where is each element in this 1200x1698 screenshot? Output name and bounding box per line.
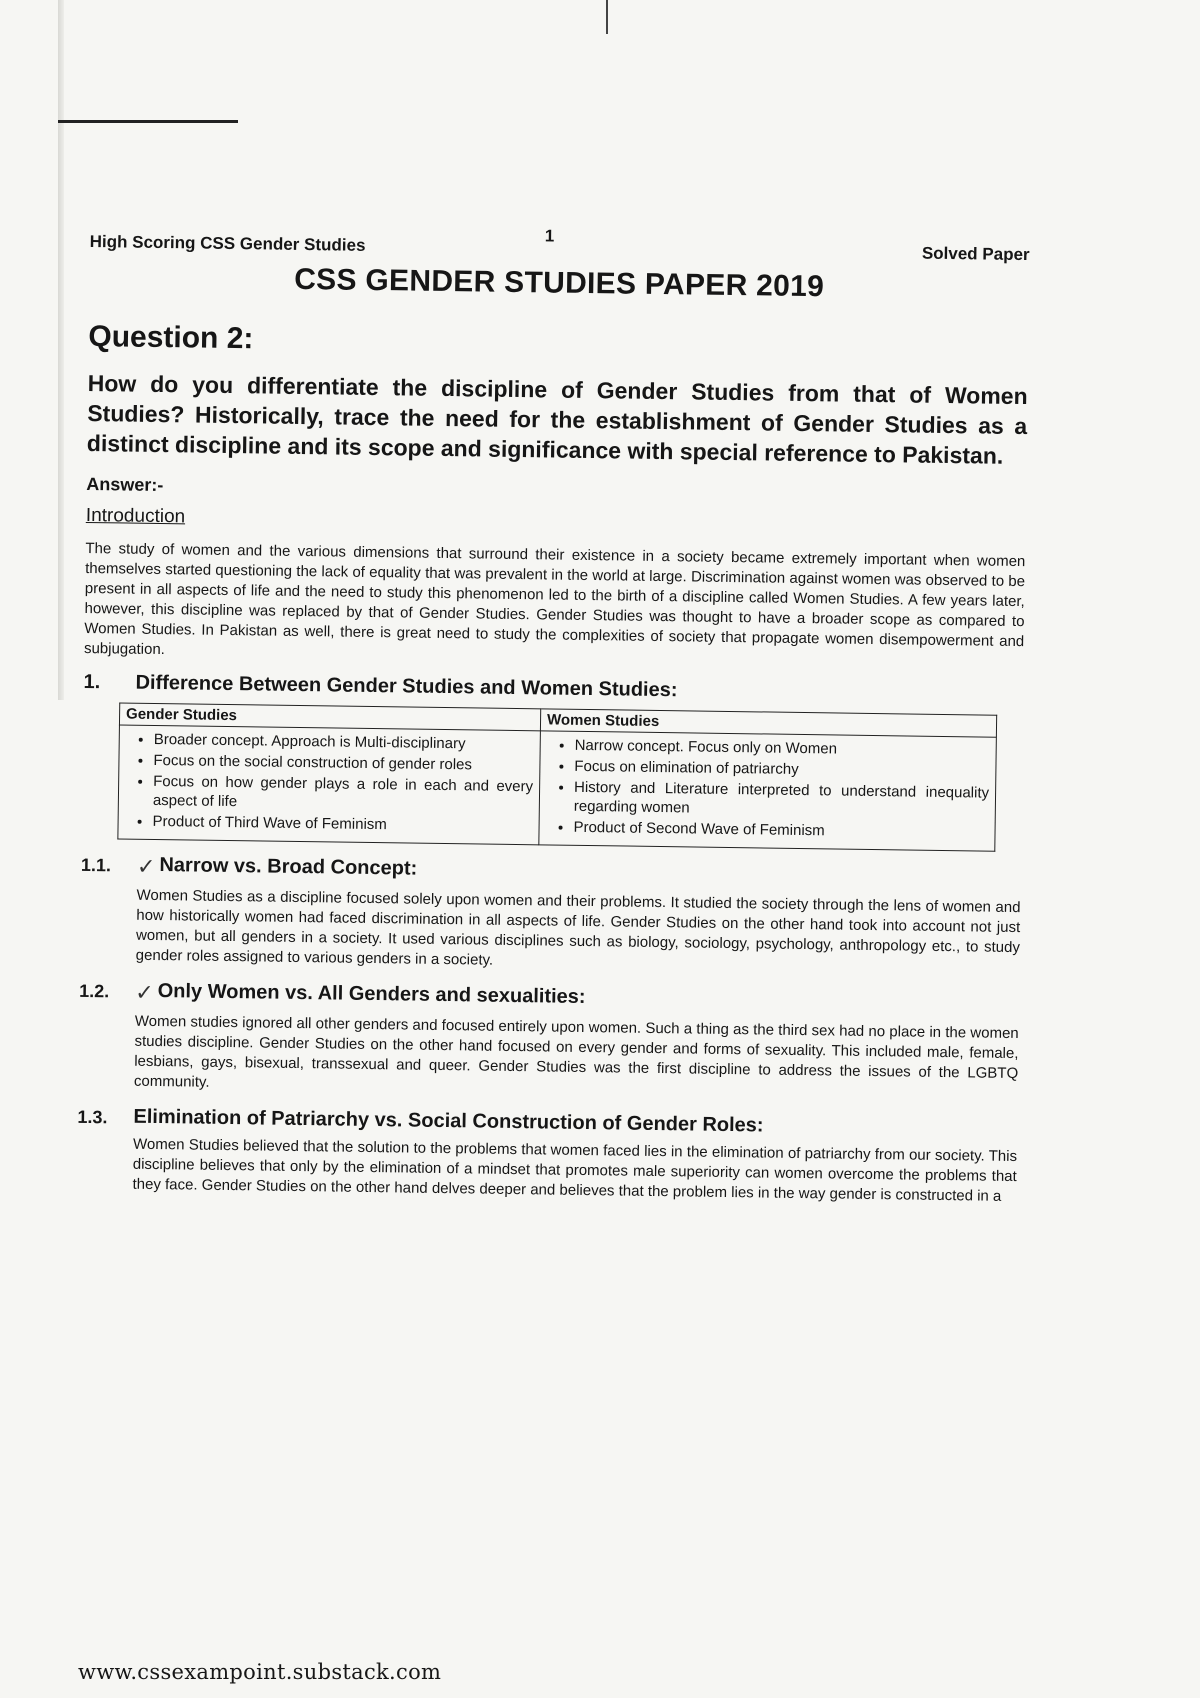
subsection-number: 1.3. bbox=[77, 1106, 108, 1128]
subsection-text: Women Studies believed that the solution to the problems that women faced lies in the elimination of patriarchy from our society. This discipline believes that only by the elimination of a mindset that promotes male superiority can women overcome the problems that they face. Gender Studies on the other hand delves deeper and believes that the problem lies in the way gender is constructed in a bbox=[132, 1135, 1018, 1205]
comparison-table bbox=[117, 702, 997, 851]
checkmark-icon: ✓ bbox=[135, 979, 154, 1005]
table-header-women-studies: Women Studies bbox=[540, 709, 996, 737]
scan-pen-mark bbox=[606, 0, 608, 34]
checkmark-icon: ✓ bbox=[136, 853, 156, 879]
section-number: 1. bbox=[83, 670, 101, 694]
question-text: How do you differentiate the discipline of Gender Studies from that of Women Studies? Historically, trace the need for the establishment of Gender Studies as a distinct discipline and its scope and significance with special reference to Pakistan. bbox=[86, 369, 1028, 469]
header-right: Solved Paper bbox=[921, 243, 1030, 265]
subsection-text: Women Studies as a discipline focused solely upon women and their problems. It studied the society through the lens of women and how historically women had faced discrimination in all aspects of life. Gender Studies on the other hand took into account not just women, but all genders in a society. It used various disciplines such as biology, sociology, psychology, anthropology etc., to study gender roles assigned to various genders in a society. bbox=[135, 886, 1021, 969]
list-item: • Narrow concept. Focus only on Women bbox=[575, 736, 990, 761]
page-header bbox=[90, 220, 1030, 267]
table-header-gender-studies: Gender Studies bbox=[119, 703, 540, 731]
answer-label: Answer:- bbox=[86, 473, 164, 496]
subsection-title: Only Women vs. All Genders and sexualities: bbox=[157, 980, 586, 1008]
page-title: CSS GENDER STUDIES PAPER 2019 bbox=[293, 262, 825, 304]
introduction-heading: Introduction bbox=[85, 504, 186, 528]
list-item: • Focus on how gender plays a role in each and every aspect of life bbox=[153, 772, 533, 815]
subsection-title: Narrow vs. Broad Concept: bbox=[159, 854, 418, 880]
women-studies-cell bbox=[539, 731, 997, 851]
scan-pen-line bbox=[58, 120, 238, 123]
subsection-number: 1.1. bbox=[80, 854, 112, 876]
subsection-number: 1.2. bbox=[79, 980, 110, 1002]
list-item: • Product of Second Wave of Feminism bbox=[573, 818, 988, 843]
list-item: • Product of Third Wave of Feminism bbox=[152, 812, 532, 836]
header-left: High Scoring CSS Gender Studies bbox=[89, 231, 366, 255]
page-number: 1 bbox=[544, 226, 555, 246]
subsection-text: Women studies ignored all other genders and focused entirely upon women. Such a thing as the third sex had no place in the women studies discipline. Gender Studies on the other hand focused on every gender and forms of sexuality. This included male, female, lesbians, gays, bisexual, transsexual and queer. Gender Studies was the first discipline to address the issues of the LGBTQ community. bbox=[133, 1012, 1019, 1091]
subsection-title: Elimination of Patriarchy vs. Social Construction of Gender Roles: bbox=[133, 1105, 764, 1137]
list-item: • Focus on the social construction of gender roles bbox=[153, 751, 533, 775]
list-item: • History and Literature interpreted to understand inequality regarding women bbox=[574, 778, 990, 822]
document-page bbox=[76, 220, 1030, 1207]
scan-edge-shadow bbox=[58, 0, 64, 700]
list-item: • Broader concept. Approach is Multi-disciplinary bbox=[154, 730, 534, 754]
section-title: Difference Between Gender Studies and Women Studies: bbox=[135, 671, 678, 702]
question-number: Question 2: bbox=[88, 319, 254, 356]
footer-url: www.cssexampoint.substack.com bbox=[78, 1660, 442, 1684]
section-heading bbox=[83, 671, 1023, 707]
gender-studies-cell bbox=[118, 725, 541, 845]
introduction-text: The study of women and the various dimensions that surround their existence in a society became extremely important when women themselves started questioning the lack of equality that was prevalent in the world at large. Discrimination against women was observed to be present in all aspects of life and the need to study this phenomenon led to the birth of a discipline called Women Studies. A few years later, however, this discipline was replaced by that of Gender Studies. Gender Studies was thought to have a broader scope as compared to Women Studies. In Pakistan as well, there is great need to study the complexities of society that propagate women disempowerment and subjugation. bbox=[83, 539, 1026, 659]
list-item: • Focus on elimination of patriarchy bbox=[574, 757, 989, 782]
